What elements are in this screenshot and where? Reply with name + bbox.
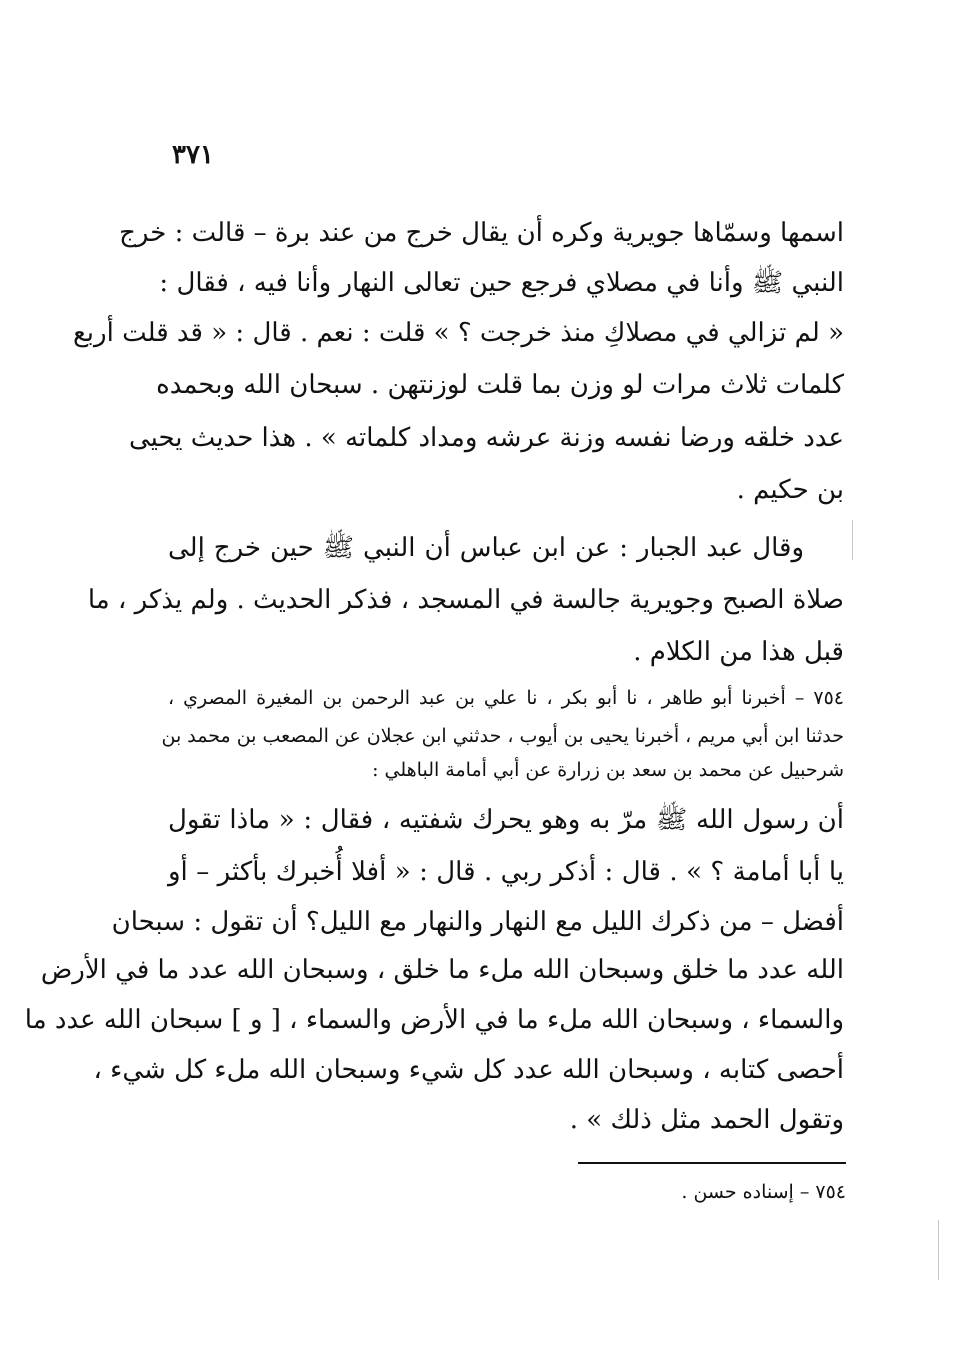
hadith-text-line: يا أبا أمامة ؟ » . قال : أذكر ربي . قال : « أفلا أُخبرك بأكثر – أو	[168, 857, 844, 887]
hadith-text-line: أن رسول الله ﷺ مرّ به وهو يحرك شفتيه ، فقال : « ماذا تقول	[168, 805, 844, 835]
paragraph-1-line: عدد خلقه ورضا نفسه وزنة عرشه ومداد كلماته » . هذا حديث يحيى	[128, 423, 844, 453]
hadith-text-line: أحصى كتابه ، وسبحان الله عدد كل شيء وسبحان الله ملء كل شيء ،	[93, 1055, 844, 1085]
hadith-chain-line: حدثنا ابن أبي مريم ، أخبرنا يحيى بن أيوب ، حدثني ابن عجلان عن المصعب بن محمد بن	[161, 725, 844, 747]
hadith-chain-line: ٧٥٤ – أخبرنا أبو طاهر ، نا أبو بكر ، نا علي بن عبد الرحمن بن المغيرة المصري ،	[168, 687, 844, 709]
paragraph-1-line: كلمات ثلاث مرات لو وزن بما قلت لوزنتهن . سبحان الله وبحمده	[156, 370, 844, 400]
footnote: ٧٥٤ – إسناده حسن .	[681, 1181, 846, 1203]
footnote-separator	[578, 1162, 846, 1164]
paragraph-2-line: وقال عبد الجبار : عن ابن عباس أن النبي ﷺ حين خرج إلى	[168, 533, 804, 563]
page-number: ٣٧١	[172, 140, 214, 170]
hadith-chain-line: شرحبيل عن محمد بن سعد بن زرارة عن أبي أمامة الباهلي :	[372, 759, 844, 781]
paragraph-1-line: النبي ﷺ وأنا في مصلاي فرجع حين تعالى النهار وأنا فيه ، فقال :	[159, 268, 844, 298]
hadith-text-line: والسماء ، وسبحان الله ملء ما في الأرض والسماء ، [ و ] سبحان الله عدد ما	[24, 1005, 844, 1035]
hadith-text-line: أفضل – من ذكرك الليل مع النهار والنهار مع الليل؟ أن تقول : سبحان	[111, 907, 844, 937]
paragraph-2-line: قبل هذا من الكلام .	[633, 637, 844, 667]
hadith-text-line: الله عدد ما خلق وسبحان الله ملء ما خلق ، وسبحان الله عدد ما في الأرض	[40, 955, 844, 985]
hadith-text-line: وتقول الحمد مثل ذلك » .	[569, 1105, 844, 1135]
paragraph-1-line: اسمها وسمّاها جويرية وكره أن يقال خرج من عند برة – قالت : خرج	[119, 218, 844, 248]
paragraph-1-line: « لم تزالي في مصلاكِ منذ خرجت ؟ » قلت : نعم . قال : « قد قلت أربع	[72, 318, 844, 348]
scan-mark	[938, 1220, 939, 1280]
paragraph-2-line: صلاة الصبح وجويرية جالسة في المسجد ، فذكر الحديث . ولم يذكر ، ما	[87, 585, 844, 615]
paragraph-1-line: بن حكيم .	[736, 475, 844, 505]
scan-mark	[852, 520, 853, 560]
